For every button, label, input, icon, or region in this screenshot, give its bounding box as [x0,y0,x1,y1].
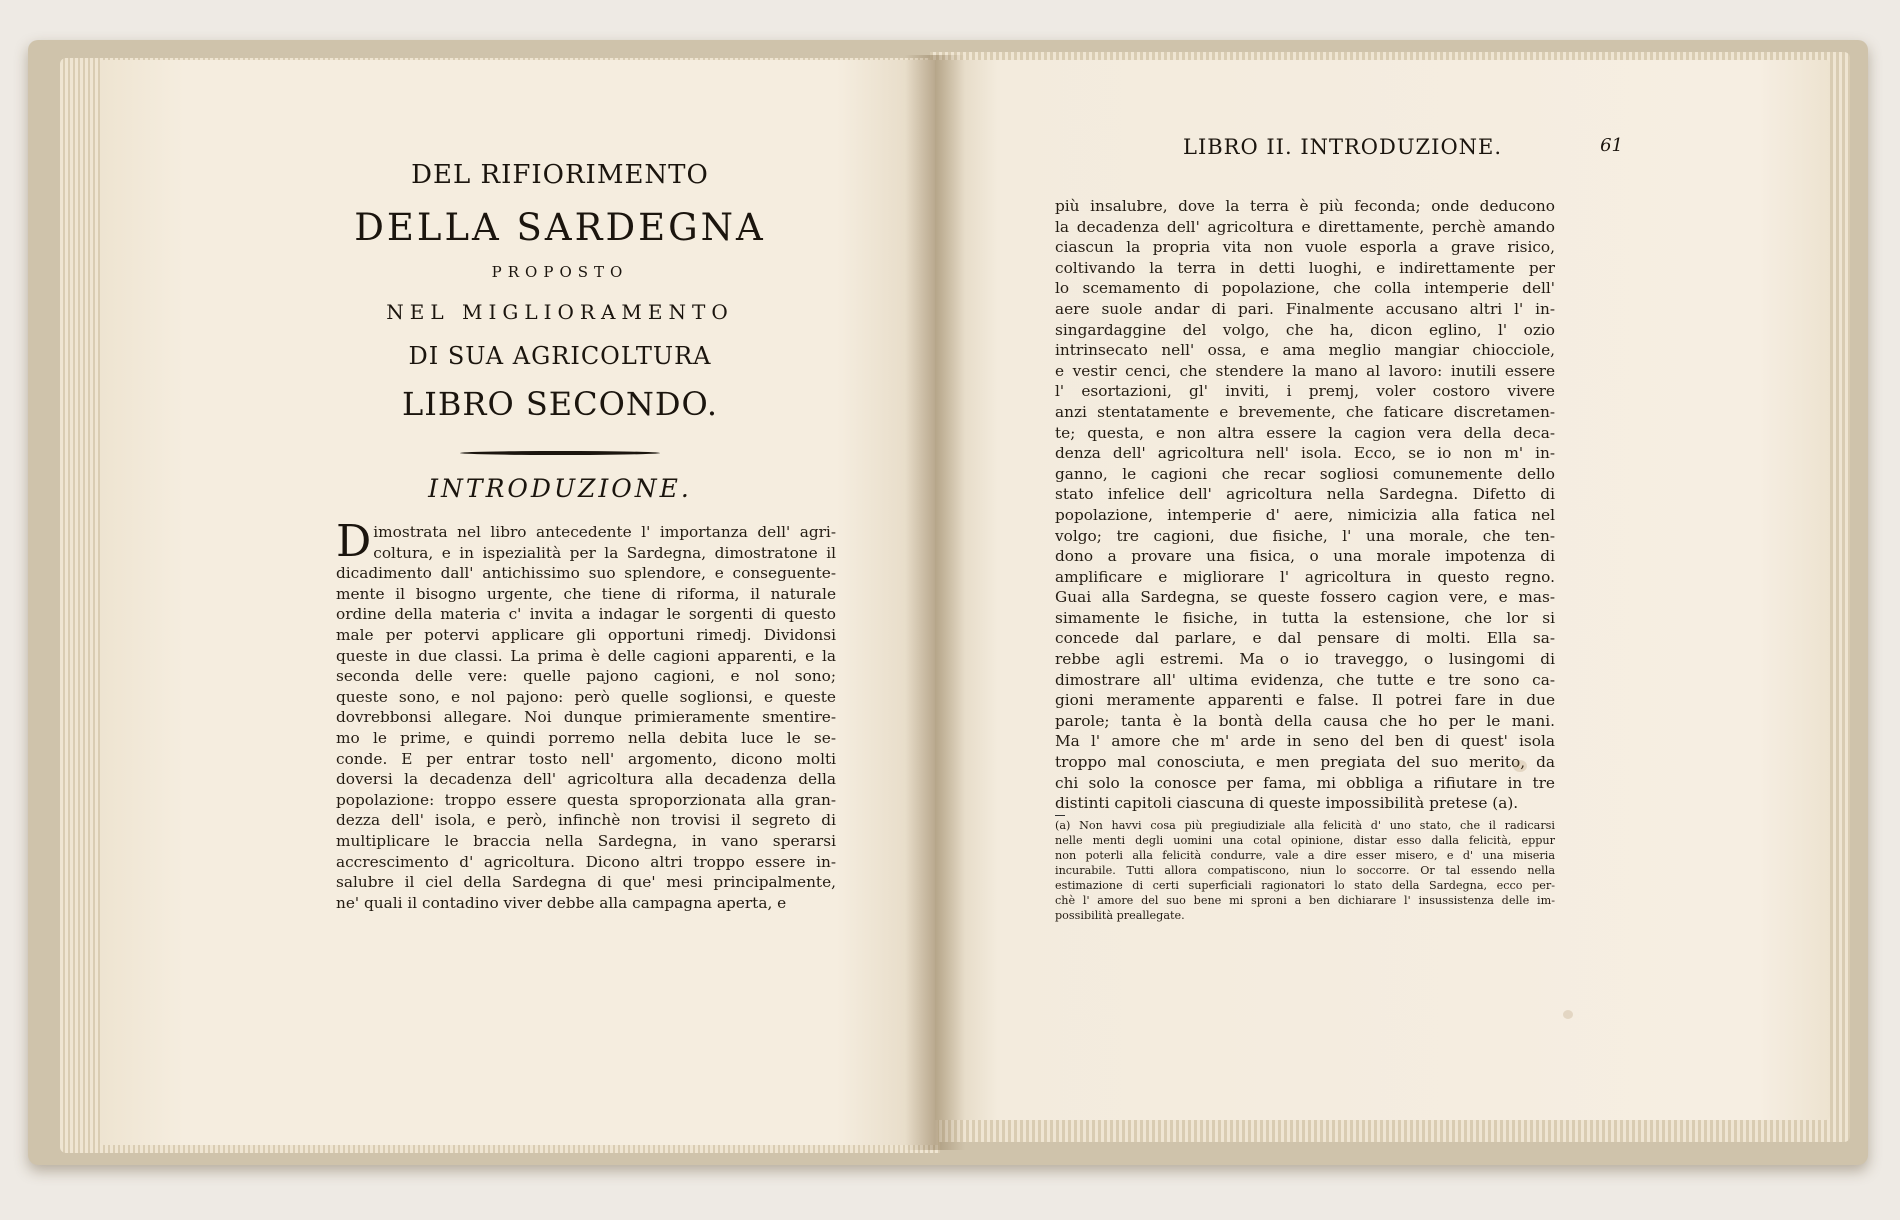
text-line: ganno, le cagioni che recar sogliosi comunemente dello [1055,464,1555,483]
text-line: Guai alla Sardegna, se queste fossero cagion vere, e mas- [1055,588,1555,607]
right-page [935,60,1830,1120]
text-line: popolazione: troppo essere questa sproporzionata alla gran- [336,790,836,809]
book-part-title: LIBRO SECONDO. [401,385,719,423]
title-line-4: NEL MIGLIORAMENTO [386,300,734,324]
text-line: queste sono, e nol pajono: però quelle soglionsi, e queste [336,687,836,706]
title-line-2: DELLA SARDEGNA [354,206,766,249]
text-line: dicadimento dall' antichissimo suo splendore, e conseguente- [336,564,836,583]
left-body-text [336,516,836,913]
title-line-5: DI SUA AGRICOLTURA [408,342,712,370]
text-line: lo scemamento di popolazione, che colla intemperie dell' [1055,279,1555,298]
footnote-line: non poterli alla felicità condurre, vale a dire esser misero, e d' una miseria [1055,849,1555,862]
foxing-spot [1563,1010,1573,1019]
text-line: dimostrare all' ultima evidenza, che tutte e tre sono ca- [1055,670,1555,689]
text-line: amplificare e migliorare l' agricoltura in questo regno. [1055,567,1555,586]
text-line: gioni meramente apparenti e false. Il potrei fare in due [1055,691,1555,710]
footnote-line: chè l' amore del suo bene mi sproni a ben dichiarare l' insussistenza delle im- [1055,894,1555,907]
text-line: conde. E per entrar tosto nell' argomento, dicono molti [336,749,836,768]
footnote-line: nelle menti degli uomini una cotal opinione, distar esso dalla felicità, eppur [1055,834,1555,847]
title-line-3: PROPOSTO [491,263,629,281]
text-line: ne' quali il contadino viver debbe alla campagna aperta, e [336,893,787,912]
footnote-mark [1055,815,1065,816]
text-line: ordine della materia c' invita a indagar le sorgenti di questo [336,605,836,624]
text-line: e vestir cenci, che stendere la mano al lavoro: inutili essere [1055,361,1555,380]
right-body-text [1055,196,1555,814]
footnote-line: estimazione di certi superficiali ragionatori lo stato della Sardegna, ecco per- [1055,879,1555,892]
text-line: troppo mal conosciuta, e men pregiata del suo merito, da [1055,753,1555,772]
section-heading: INTRODUZIONE. [428,474,692,503]
text-line: rebbe agli estremi. Ma o io traveggo, o lusingomi di [1055,650,1555,669]
text-line: salubre il ciel della Sardegna di que' mesi principalmente, [336,873,836,892]
text-line: ciascun la propria vita non vuole esporla a grave risico, [1055,238,1555,257]
text-line: concede dal parlare, e dal pensare di molti. Ella sa- [1055,629,1555,648]
text-line: intrinsecato nell' ossa, e ama meglio mangiar chiocciole, [1055,341,1555,360]
text-line: distinti capitoli ciascuna di queste impossibilità pretese (a). [1055,794,1519,813]
foxing-spot [1513,760,1527,772]
page-number: 61 [1600,135,1623,156]
running-head: LIBRO II. INTRODUZIONE. [1183,135,1503,159]
text-line: te; questa, e non altra essere la cagion vera della deca- [1055,423,1555,442]
left-page [100,60,938,1145]
text-line: la decadenza dell' agricoltura e direttamente, perchè amando [1055,217,1555,236]
text-line: coltura, e in ispezialità per la Sardegna, dimostratone il [373,543,836,562]
text-line: Ma l' amore che m' arde in seno del ben di quest' isola [1055,732,1555,751]
text-line: accrescimento d' agricoltura. Dicono altri troppo essere in- [336,852,836,871]
text-line: stato infelice dell' agricoltura nella Sardegna. Difetto di [1055,485,1555,504]
footnote-line: possibilità preallegate. [1055,909,1185,922]
text-line: doversi la decadenza dell' agricoltura alla decadenza della [336,770,836,789]
text-line: denza dell' agricoltura nell' isola. Ecco, se io non m' in- [1055,444,1555,463]
text-line: simamente le fisiche, in tutta la estensione, che lor si [1055,608,1555,627]
text-line: queste in due classi. La prima è delle cagioni apparenti, e la [336,646,836,665]
text-line: male per potervi applicare gli opportuni rimedj. Dividonsi [336,625,836,644]
text-line: mo le prime, e quindi porremo nella debita luce le se- [336,728,836,747]
text-line: parole; tanta è la bontà della causa che ho per le mani. [1055,711,1555,730]
text-line: anzi stentatamente e brevemente, che faticare discretamen- [1055,402,1555,421]
title-line-1: DEL RIFIORIMENTO [411,160,709,190]
text-line: coltivando la terra in detti luoghi, e indirettamente per [1055,258,1555,277]
text-line: mente il bisogno urgente, che tiene di riforma, il naturale [336,584,836,603]
ornamental-rule [460,451,660,455]
text-line: l' esortazioni, gl' inviti, i premj, voler costoro vivere [1055,382,1555,401]
text-line: dono a provare una fisica, o una morale impotenza di [1055,547,1555,566]
footnote-line: (a) Non havvi cosa più pregiudiziale alla felicità d' uno stato, che il radicarsi [1055,819,1555,832]
book-gutter [905,55,965,1150]
footnote-line: incurabile. Tutti allora compatiscono, niun lo soccorre. Or tal essendo nella [1055,864,1555,877]
text-line: volgo; tre cagioni, due fisiche, l' una morale, che ten- [1055,526,1555,545]
text-line: seconda delle vere: quelle pajono cagioni, e nol sono; [336,667,836,686]
text-line: imostrata nel libro antecedente l' importanza dell' agri- [373,523,836,541]
text-line: più insalubre, dove la terra è più feconda; onde deducono [1055,197,1555,215]
text-line: multiplicare le braccia nella Sardegna, in vano sperarsi [336,831,836,850]
footnote [1055,818,1555,923]
text-line: aere suole andar di pari. Finalmente accusano altri l' in- [1055,299,1555,318]
drop-cap: D [336,516,372,567]
text-line: dezza dell' isola, e però, infinchè non trovisi il segreto di [336,811,836,830]
text-line: dovrebbonsi allegare. Noi dunque primieramente smentire- [336,708,836,727]
text-line: chi solo la conosce per fama, mi obbliga a rifiutare in tre [1055,773,1555,792]
running-header [1183,135,1623,159]
text-line: popolazione, intemperie d' aere, nimicizia alla fatica nel [1055,505,1555,524]
text-line: singardaggine del volgo, che ha, dicon eglino, l' ozio [1055,320,1555,339]
